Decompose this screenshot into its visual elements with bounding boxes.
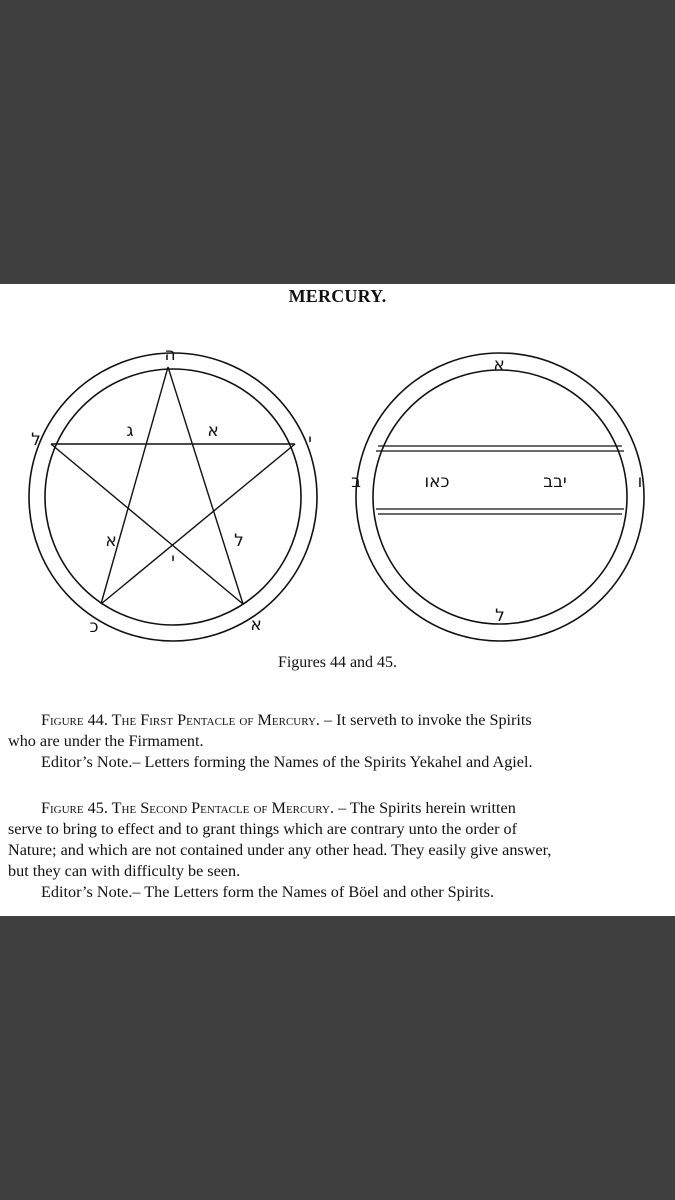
fig45-letter-left: ב xyxy=(351,472,361,492)
fig45-editor-note: Editor’s Note.– The Letters form the Names of Böel and other Spirits. xyxy=(41,883,495,901)
fig45-line-2: serve to bring to effect and to grant things which are contrary unto the order of xyxy=(8,820,517,838)
fig44-line1-text: – It serveth to invoke the Spirits xyxy=(319,711,532,729)
figure-44-first-pentacle xyxy=(29,353,317,641)
fig45-line-3: Nature; and which are not contained under any other head. They easily give answer, xyxy=(8,841,552,859)
figure-44-letters xyxy=(31,345,312,637)
fig44-label: Figure 44. The First Pentacle of Mercury. xyxy=(41,711,320,729)
fig44-letter-inner-left: א xyxy=(105,531,117,551)
figure-44-description xyxy=(8,710,668,773)
figure-45-letters xyxy=(351,355,642,626)
figure-caption: Figures 44 and 45. xyxy=(277,654,398,671)
fig45-letter-bottom: ל xyxy=(495,606,505,626)
fig44-letter-bottom-right: א xyxy=(250,615,262,635)
fig44-line-1 xyxy=(8,710,668,731)
fig45-line-4: but they can with difficulty be seen. xyxy=(8,862,241,880)
page-title: MERCURY. xyxy=(288,286,387,306)
fig44-letter-bottom-left: כ xyxy=(89,617,99,637)
fig45-label: Figure 45. The Second Pentacle of Mercury. xyxy=(41,799,335,817)
fig45-line1-text: – The Spirits herein written xyxy=(334,799,516,817)
fig45-letter-top: א xyxy=(493,355,505,375)
fig45-band-name-left: כאו xyxy=(424,472,450,492)
fig44-letter-inner-right: ל xyxy=(234,531,244,551)
fig45-band-name-right: יבב xyxy=(543,472,567,492)
fig44-letter-inner-upper-left: ג xyxy=(126,421,134,441)
fig44-letter-left: ל xyxy=(31,430,41,450)
fig44-editor-note: Editor’s Note.– Letters forming the Names of the Spirits Yekahel and Agiel. xyxy=(41,753,533,771)
book-page xyxy=(0,284,675,916)
fig45-line-1 xyxy=(8,798,668,819)
figure-45-second-pentacle xyxy=(356,353,644,641)
figures-44-45 xyxy=(0,314,675,649)
fig44-letter-top: ה xyxy=(164,345,176,365)
figure-45-description xyxy=(8,798,668,903)
fig44-letter-right: י xyxy=(308,431,312,451)
fig44-line-2: who are under the Firmament. xyxy=(8,732,204,750)
fig45-letter-right: ו xyxy=(637,472,643,492)
fig44-letter-inner-upper-right: א xyxy=(207,421,219,441)
fig44-letter-center: י xyxy=(171,550,175,570)
